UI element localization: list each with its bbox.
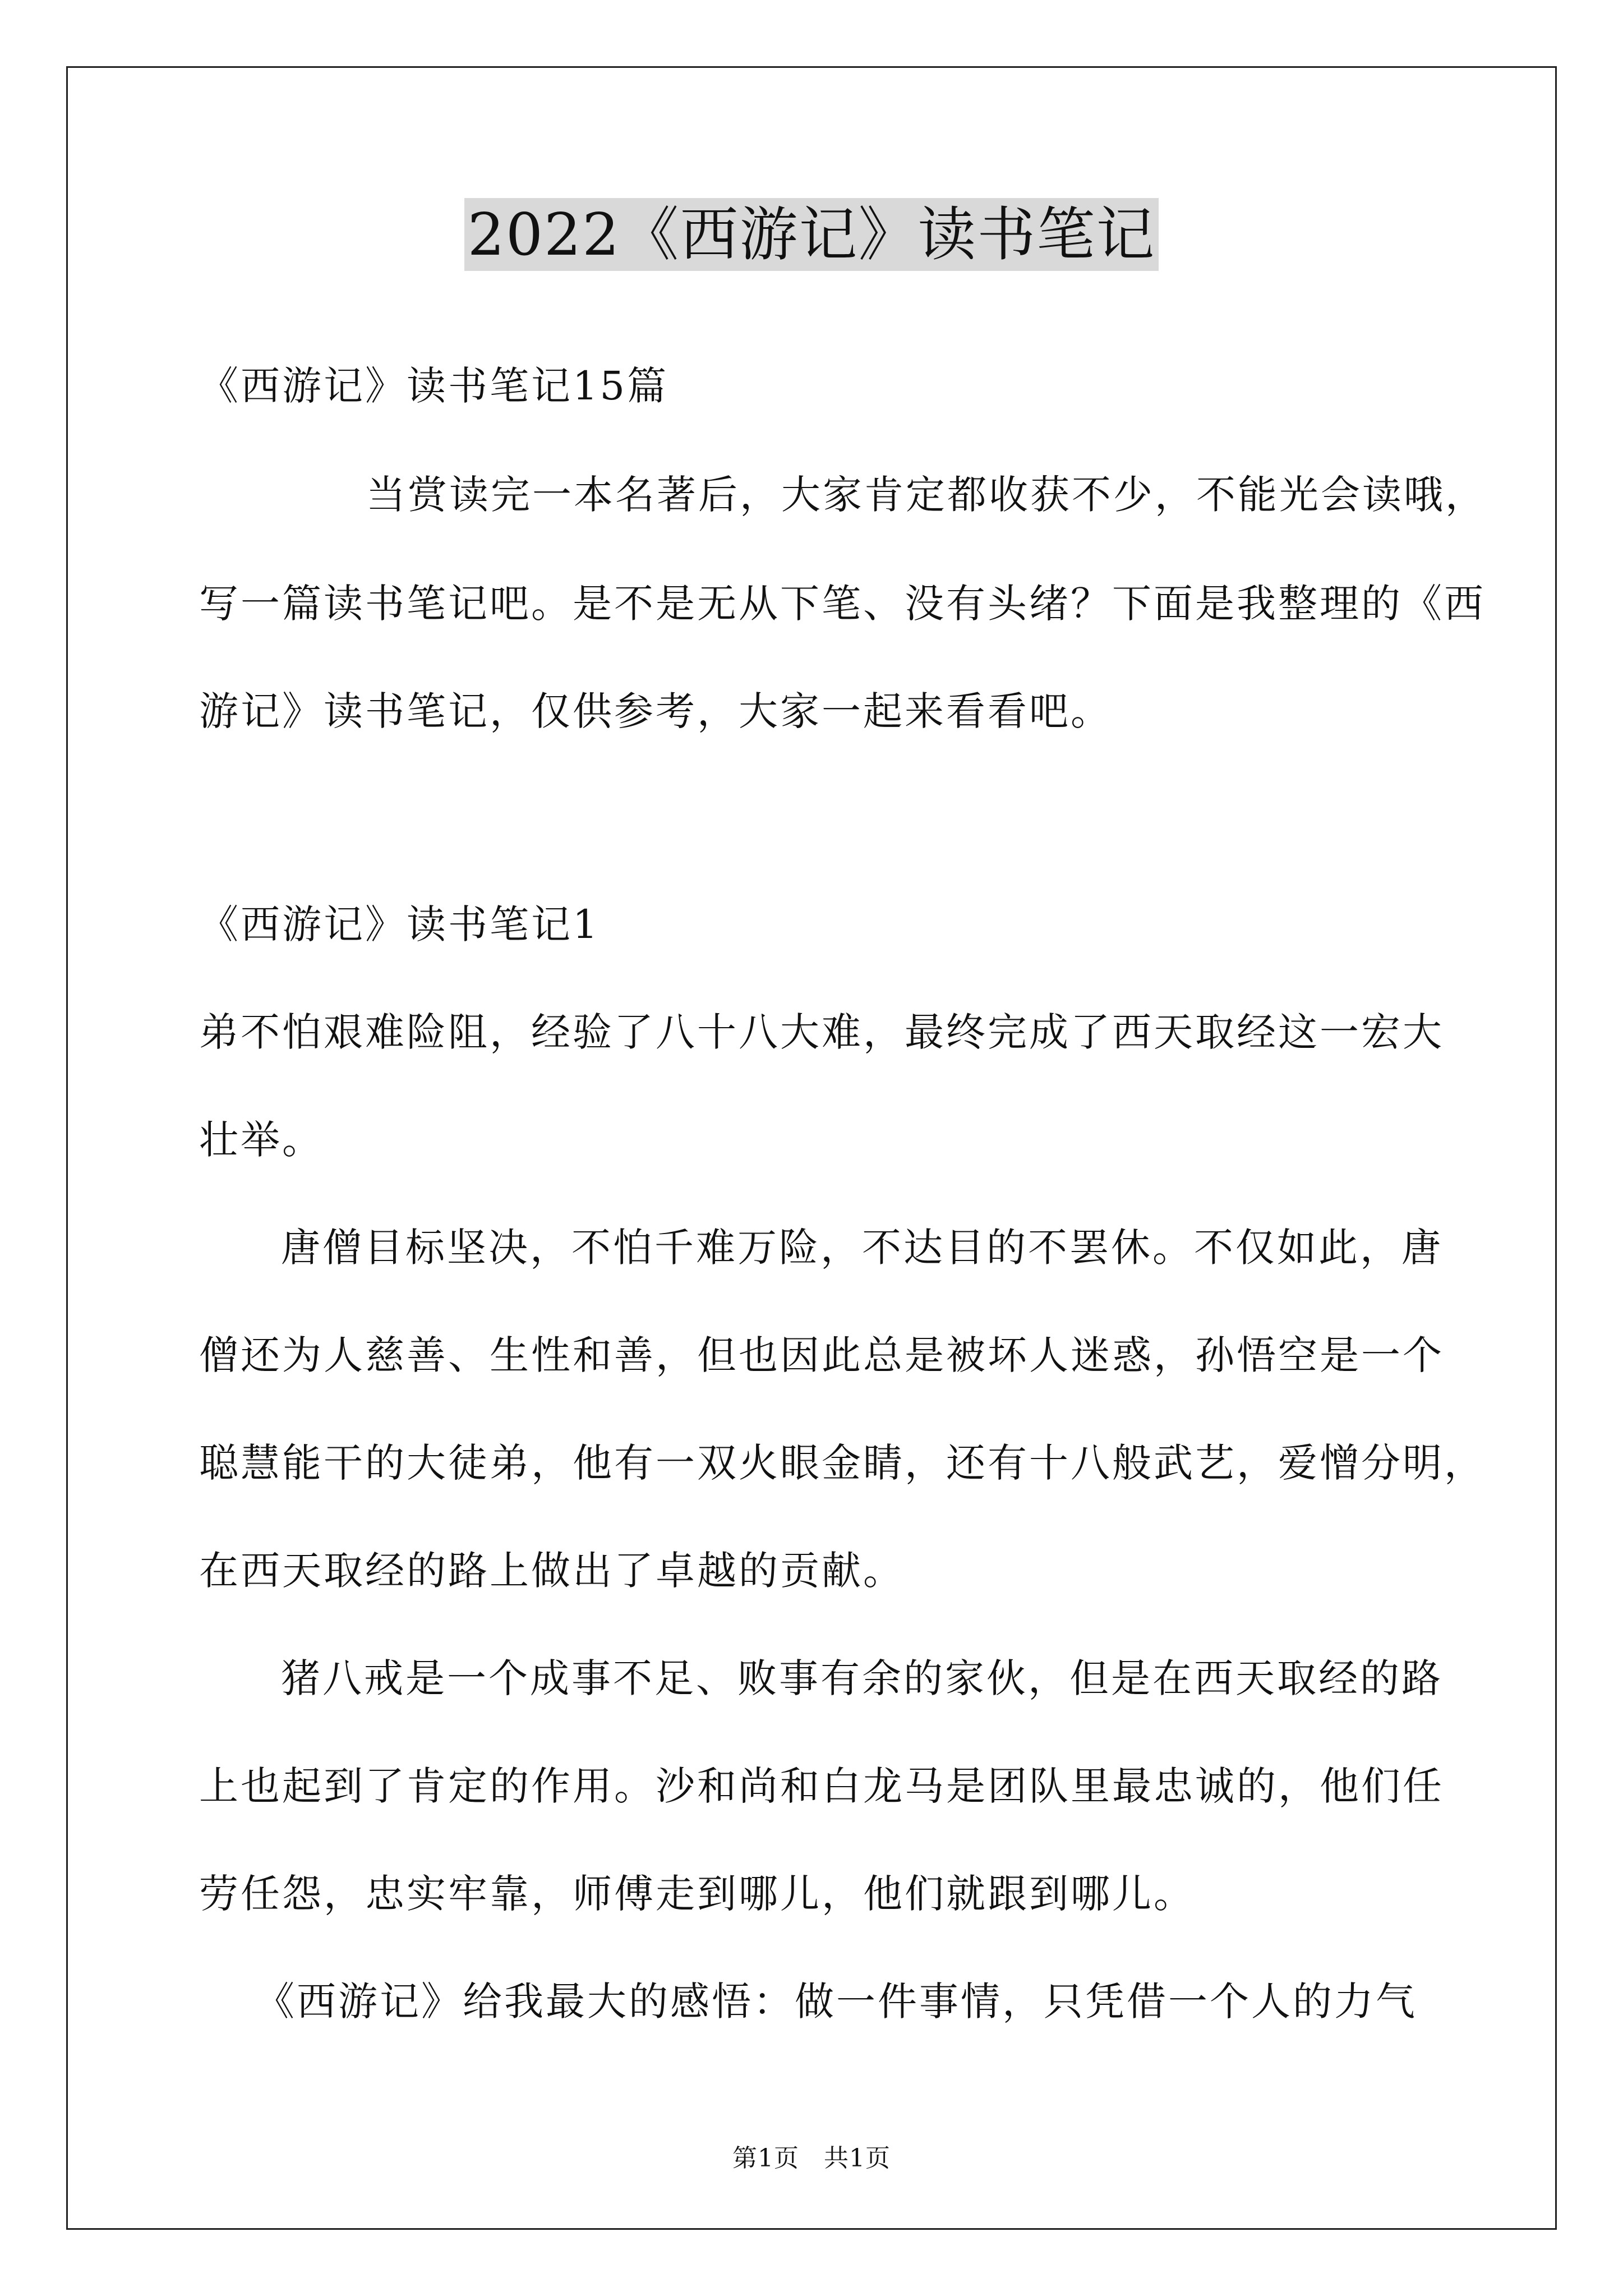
body-line: 在西天取经的路上做出了卓越的贡献。 (199, 1548, 905, 1594)
page-current: 第1页 (732, 2144, 799, 2173)
body-line: 弟不怕艰难险阻，经验了八十八大难，最终完成了西天取经这一宏大 (199, 1009, 1444, 1055)
intro-line: 写一篇读书笔记吧。是不是无从下笔、没有头绪？下面是我整理的《西 (199, 581, 1486, 627)
page-total: 共1页 (824, 2144, 891, 2173)
page-footer (0, 2142, 1623, 2175)
body-line: 聪慧能干的大徒弟，他有一双火眼金睛，还有十八般武艺，爱憎分明， (199, 1440, 1486, 1486)
intro-line: 游记》读书笔记，仅供参考，大家一起来看看吧。 (199, 688, 1112, 734)
body-line: 猪八戒是一个成事不足、败事有余的家伙，但是在西天取经的路 (281, 1655, 1443, 1701)
body-line: 僧还为人慈善、生性和善，但也因此总是被坏人迷惑，孙悟空是一个 (199, 1332, 1444, 1378)
body-line: 劳任怨，忠实牢靠，师傅走到哪儿，他们就跟到哪儿。 (199, 1871, 1195, 1917)
subtitle: 《西游记》读书笔记15篇 (199, 363, 669, 409)
body-line: 《西游记》给我最大的感悟：做一件事情，只凭借一个人的力气 (255, 1978, 1417, 2024)
body-line: 唐僧目标坚决，不怕千难万险，不达目的不罢休。不仅如此，唐 (281, 1225, 1443, 1271)
title-text: 2022《西游记》读书笔记 (464, 198, 1159, 271)
intro-line: 当赏读完一本名著后，大家肯定都收获不少，不能光会读哦， (366, 472, 1487, 518)
body-line: 壮举。 (199, 1117, 324, 1163)
section-heading: 《西游记》读书笔记1 (199, 901, 600, 947)
body-line: 上也起到了肯定的作用。沙和尚和白龙马是团队里最忠诚的，他们任 (199, 1763, 1444, 1809)
document-title (0, 195, 1623, 274)
